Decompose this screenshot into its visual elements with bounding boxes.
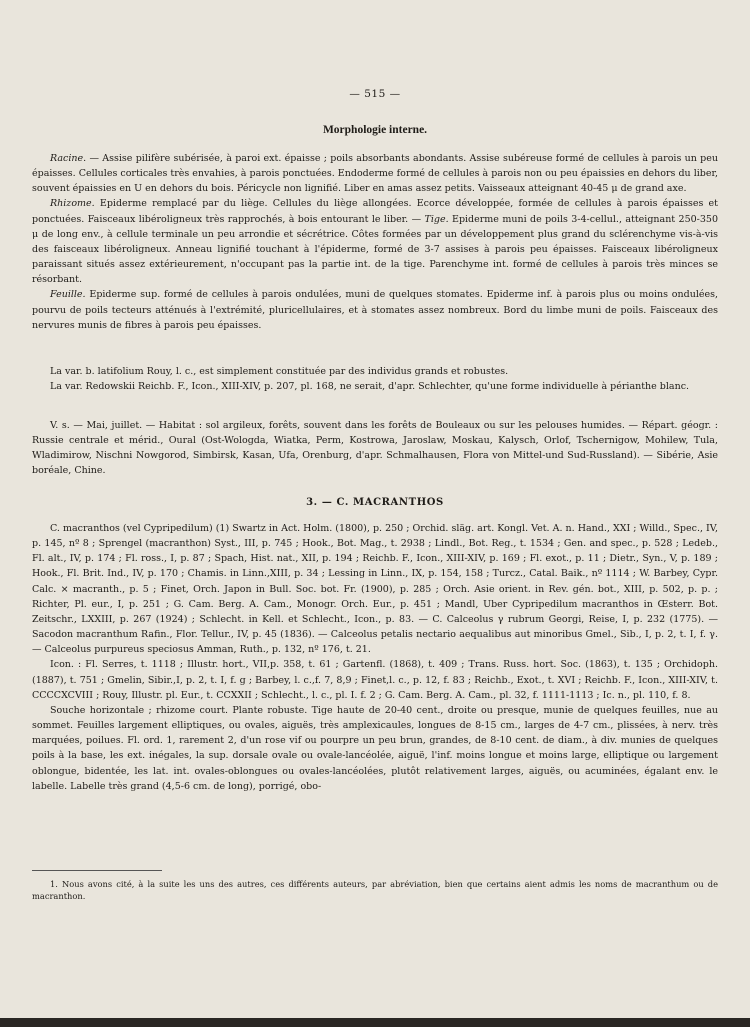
leaf-lead: Feuille.	[50, 289, 86, 301]
root-paragraph	[32, 151, 718, 196]
variety-latifolium: La var. b. latifolium Rouy, l. c., est simplement constituée par des individus grands et robustes.	[50, 366, 509, 377]
rhizome-lead: Rhizome.	[50, 198, 95, 210]
leaf-paragraph	[32, 287, 718, 332]
synonymy-block	[32, 521, 718, 794]
root-lead: Racine.	[50, 153, 87, 164]
footnote-rule	[32, 870, 162, 871]
leaf-text: Epiderme sup. formé de cellules à parois ondulées, muni de quelques stomates. Epiderme inf. à parois plus ou moins ondulées, pourvu de poils tecteurs atténués à l'extrémité, pluricellulaires, et à stomates assez nombreux. Bord du limbe muni de poils. Faisceaux des nervures munis de fibres à parois peu épaisses.	[32, 289, 718, 331]
scan-edge-shadow	[0, 1018, 750, 1027]
variety-redowskii: La var. Redowskii Reichb. F., Icon., XIII-XIV, p. 207, pl. 168, ne serait, d'apr. Schlechter, qu'une forme individuelle à périanthe blanc.	[50, 381, 690, 393]
stem-lead: Tige.	[424, 213, 449, 225]
species-title: 3. — C. MACRANTHOS	[306, 497, 444, 508]
iconography-text: Icon. : Fl. Serres, t. 1118 ; Illustr. hort., VII,p. 358, t. 61 ; Gartenfl. (1868), t. 409 ; Trans. Russ. hort. Soc. (1863), t. 135 ; Orchidoph. (1887), t. 751 ; Gmelin, Sibir.,I, p. 2, t. I, f. g ; Barbey, l. c.,f. 7, 8,9 ; Finet,l. c., p. 12, f. 83 ; Reichb., Exot., t. XVI ; Reichb. F., Icon., XIII-XIV, t. CCCCXCVIII ; Rouy, Illustr. pl. Eur., t. CCXXII ; Schlecht., l. c., pl. I. f. 2 ; G. Cam. Berg. A. Cam., pl. 32, f. 1111-1113 ; Ic. n., pl. 110, f. 8.	[32, 659, 718, 701]
distribution-block	[32, 418, 718, 479]
varieties-block	[32, 364, 718, 394]
anatomy-block	[32, 151, 718, 333]
description-text: Souche horizontale ; rhizome court. Plante robuste. Tige haute de 20-40 cent., droite ou presque, munie de quelques feuilles, nue au sommet. Feuilles largement elliptiques, ou ovales, aiguës, très amplexicaules, longues de 8-15 cm., larges de 4-7 cm., plissées, à nerv. très marquées, poilues. Fl. ord. 1, rarement 2, d'un rose vif ou pourpre un peu brun, grandes, de 8-10 cent. de diam., à div. munies de quelques poils à la base, les ext. inégales, la sup. dorsale ovale ou ovale-lancéolée, aiguë, l'inf. moins longue et moins large, elliptique ou largement oblongue, bidentée, les lat. int. ovales-oblongues ou ovales-lancéolées, plutôt relativement larges, aiguës, ou acuminées, égalant env. le labelle. Labelle très grand (4,5-6 cm. de long), porrigé, obo-	[32, 704, 718, 792]
rhizome-paragraph	[32, 196, 718, 287]
section-heading: Morphologie interne.	[322, 124, 428, 136]
page-number: — 515 —	[349, 88, 401, 100]
synonymy-text: C. macranthos (vel Cypripedilum) (1) Swartz in Act. Holm. (1800), p. 250 ; Orchid. släg. art. Kongl. Vet. A. n. Hand., XXI ; Willd., Spec., IV, p. 145, nº 8 ; Sprengel (macranthon) Syst., III, p. 745 ; Hook., Bot. Mag., t. 2938 ; Lindl., Bot. Reg., t. 1534 ; Gen. and spec., p. 528 ; Ledeb., Fl. alt., IV, p. 174 ; Fl. ross., I, p. 87 ; Spach, Hist. nat., XII, p. 194 ; Reichb. F., Icon., XIII-XIV, p. 169 ; Fl. exot., p. 11 ; Dietr., Syn., V, p. 189 ; Hook., Fl. Brit. Ind., IV, p. 170 ; Chamis. in Linn.,XIII, p. 34 ; Lessing in Linn., IX, p. 154, 158 ; Turcz., Catal. Baik., nº 1114 ; W. Barbey, Cypr. Calc. × macranth., p. 5 ; Finet, Orch. Japon in Bull. Soc. bot. Fr. (1900), p. 285 ; Orch. Asie orient. in Rev. gén. bot., XIII, p. 502, p. p. ; Richter, Pl. eur., I, p. 251 ; G. Cam. Berg. A. Cam., Monogr. Orch. Eur., p. 451 ; Mandl, Uber Cypripedilum macranthos in Œsterr. Bot. Zeitschr., LXXIII, p. 267 (1924) ; Schlecht. in Kell. et Schlecht., Icon., p. 83. — C. Calceolus γ rubrum Georgi, Reise, I, p. 232 (1775). — Sacodon macranthum Rafin., Flor. Tellur., IV, p. 45 (1836). — Calceolus petalis nectario aequalibus aut minoribus Gmel., Sib., I, p. 2, t. I, f. γ. — Calceolus purpureus speciosus Amman, Ruth., p. 132, nº 176, t. 21.	[32, 523, 718, 656]
stem-text: Epiderme muni de poils 3-4-cellul., atteignant 250-350 μ de long env., à cellule terminale un peu arrondie et sécrétrice. Côtes formées par un développement plus grand du sclérenchyme vis-à-vis des faisceaux libéroligneux. Anneau lignifié touchant à l'épiderme, formé de 3-7 assises à parois peu épaisses. Faisceaux libéroligneux paraissant situés assez extérieurement, n'occupant pas la partie int. de la tige. Parenchyme int. formé de cellules à parois très minces se résorbant.	[32, 213, 718, 286]
distribution-text: V. s. — Mai, juillet. — Habitat : sol argileux, forêts, souvent dans les forêts de Bouleaux ou sur les pelouses humides. — Répart. géogr. : Russie centrale et mérid., Oural (Ost-Wologda, Wiatka, Perm, Kostrowa, Jaroslaw, Moskau, Kalysch, Orlof, Tschernigow, Mohilew, Tula, Wladimirow, Nischni Nowgorod, Simbirsk, Kasan, Ufa, Orenburg, d'apr. Schmalhausen, Flora von Mittel-und Sud-Russland). — Sibérie, Asie boréale, Chine.	[32, 420, 718, 477]
footnote: 1. Nous avons cité, à la suite les uns des autres, ces différents auteurs, par abréviation, bien que certains aient admis les noms de macranthum ou de macranthon.	[32, 879, 718, 901]
rhizome-text: Epiderme remplacé par du liège. Cellules du liège allongées. Ecorce développée, formée de cellules à parois épaisses et ponctuées. Faisceaux libéroligneux très rapprochés, à bois entourant le liber. —	[32, 198, 718, 225]
root-text: — Assise pilifère subérisée, à paroi ext. épaisse ; poils absorbants abondants. Assise subéreuse formé de cellules à parois un peu épaisses. Cellules corticales très envahies, à parois ponctuées. Endoderme formé de cellules à parois non ou peu épaissies en dehors du liber, souvent épaissies en U en dehors du bois. Péricycle non lignifié. Liber en amas assez petits. Vaisseaux atteignant 40-45 μ de grand axe.	[32, 153, 718, 195]
